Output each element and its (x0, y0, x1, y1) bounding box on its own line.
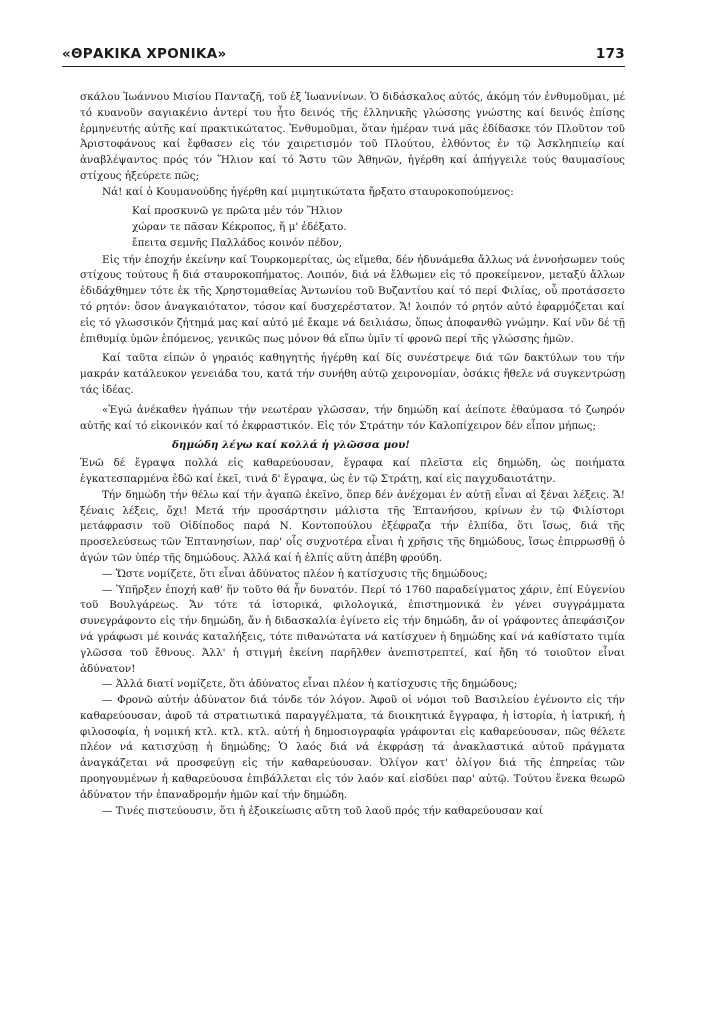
journal-title: «ΘΡΑΚΙΚΑ ΧΡΟΝΙΚΑ» (62, 46, 227, 62)
paragraph: Εἰς τήν ἐποχήν ἐκείνην καί Τουρκομερίτας, ὡς εἴμεθα, δέν ἠδυνάμεθα ἄλλως νά ἐννοήσωμεν τούς στίχους τούτους ἤ διά σταυροκοπήματος. Λοιπόν, διά νά ἔλθωμεν εἰς τό προκείμενον, μεταξύ ἄλλων ἐδιδάχθημεν τότε ἐκ τῆς Χρηστομαθείας Ἀντωνίου τοῦ Βυζαντίου καί τό περί Φιλίας, οὗ προτάσσετο τό ρητόν: ὅσον ἀναγκαιότατον, τόσον καί δυσχερέστατον. Ἄ! λοιπόν τό ρητόν αὐτό ἐφαρμόζεται καί εἰς τό γλωσσικόν ζήτημά μας καί αὐτό μέ ἔκαμε νά δειλιάσω, ὅπως ἀποφανθῶ γνώμην. Καί νῦν δέ τῇ ἐπιθυμίᾳ ὑμῶν ἑπόμενος, γενικῶς πως μόνον θά εἴπω ὑμῖν τί φρονῶ περί τῆς γλώσσης ἡμῶν. (80, 253, 625, 345)
verse-quote (132, 203, 625, 251)
dialogue-line: — Ὥστε νομίζετε, ὅτι εἶναι ἀδύνατος πλέον ἡ κατίσχυσις τῆς δημώδους; (102, 567, 488, 580)
paragraph: Νά! καί ὁ Κουμανούδης ἠγέρθη καί μιμητικώτατα ἤρξατο σταυροκοπούμενος: (102, 185, 514, 198)
paragraph: Ἐνῶ δέ ἔγραψα πολλά εἰς καθαρεύουσαν, ἔγραφα καί πλεῖστα εἰς δημώδη, ὡς ποιήματα ἐγκατεσπαρμένα ἐδῶ καί ἐκεῖ, τινά δ' ἔγραψα, ὡς ἐν τῷ Στράτῃ, καί εἰς παγχυδαιοτάτην. (80, 457, 625, 485)
dialogue-line: — Τινές πιστεύουσιν, ὅτι ἡ ἐξοικείωσις αὕτη τοῦ λαοῦ πρός τήν καθαρεύουσαν καί (102, 804, 543, 817)
verse-line: ἔπειτα σεμνῆς Παλλάδος κοινόν πέδον, (132, 236, 343, 249)
dialogue-line: — Ἀλλά διατί νομίζετε, ὅτι ἀδύνατος εἶναι πλέον ἡ κατίσχυσις τῆς δημώδους; (102, 678, 518, 691)
paragraph: «Ἐγώ ἀνέκαθεν ἠγάπων τήν νεωτέραν γλῶσσαν, τήν δημώδη καί ἀείποτε ἐθαύμασα τό ζωηρόν αὐτῆς καί τό εἰκονικόν καί τό ἐκφραστικόν. Εἰς τόν Στράτην τόν Καλοπίχειρον δέν εἶπον μήπως; (80, 403, 625, 432)
article-body (80, 90, 625, 819)
dialogue-line: — Ὑπῆρξεν ἐποχή καθ' ἥν τοῦτο θά ἦν δυνατόν. Περί τό 1760 παραδείγματος χάριν, ἐπί Εὐγενίου τοῦ Βουλγάρεως. Ἄν τότε τά ἱστορικά, φιλολογικά, ἐπιστημονικά ἐν γένει συγγράμματα συνεγράφοντο εἰς τήν δημώδη, ἄν ἡ διδασκαλία ἐγίνετο εἰς τήν δημώδη, ἄν οἱ γράφοντες ἀπεφάσιζον νά γράφωσι μέ κοινάς καταλήξεις, τότε πιθανώτατα νά κατίσχυεν ἡ δημώδης καί νά καθίστατο τιμία γλῶσσα τοῦ ἔθνους. Ἀλλ' ἡ στιγμή ἐκείνη παρῆλθεν ἀνεπιστρεπτεί, καί ἤδη τό τοιοῦτον εἶναι ἀδύνατον! (80, 583, 625, 675)
verse-line: χώραν τε πᾶσαν Κέκροπος, ἥ μ' ἐδέξατο. (132, 220, 347, 233)
paragraph: σκάλου Ἰωάννου Μισίου Πανταζῆ, τοῦ ἐξ Ἰωαννίνων. Ὁ διδάσκαλος αὐτός, ἀκόμη τόν ἐνθυμοῦμαι, μέ τό κυανοῦν σαγιακένιο ἀντερί του ἦτο δεινός τῆς ἑλληνικῆς γλώσσης γνώστης καί δεινός ἐπίσης ἑρμηνευτής αὐτῆς καί πρακτικώτατος. Ἐνθυμοῦμαι, ὅταν ἡμέραν τινά μᾶς ἐδίδασκε τόν Πλοῦτον τοῦ Ἀριστοφάνους καί ἔφθασεν εἰς τόν χαιρετισμόν τοῦ Πλούτου, ἐλθόντος ἐν τῷ Ἀσκληπιείῳ καί ἀναβλέψαντος πρός τόν Ἥλιον καί τό Ἄστυ τῶν Ἀθηνῶν, ἠγέρθη καί ἀπήγγειλε τούς θαυμασίους στίχους ἠξεύρετε πῶς; (80, 91, 625, 182)
quoted-line: δημώδη λέγω καί κολλά ἡ γλῶσσα μου! (172, 439, 410, 452)
running-header (62, 44, 625, 67)
paragraph: Τήν δημώδη τήν θέλω καί τήν ἀγαπῶ ἐκεῖνο, ὅπερ δέν ἀνέχομαι ἐν αὐτῇ εἶναι αἱ ξέναι λέξεις. Ἄ! ξέναις λέξεις, ὄχι! Μετά τήν προσάρτησιν μάλιστα τῆς Ἑπτανήσου, κρίνων ἐν τῷ Φιλίστορι μετάφρασιν τοῦ Οἰδίποδος παρά Ν. Κοντοπούλου ἐξέφραζα τήν ἐλπίδα, ὅτι ἴσως, διά τῆς προσελεύσεως τῶν Ἑπτανησίων, παρ' οἷς συχνοτέρα εἶναι ἡ χρῆσις τῆς δημώδους, ἴσως ἐπιρρωσθῇ ὁ ἀγών τῶν ὑπέρ τῆς δημώδους. Ἀλλά καί ἡ ἐλπίς αὕτη ἀπέβη φρούδη. (80, 488, 625, 564)
dialogue-line: — Φρονῶ αὐτήν ἀδύνατον διά τόνδε τόν λόγον. Ἀφοῦ οἱ νόμοι τοῦ Βασιλείου ἐγένοντο εἰς τήν καθαρεύουσαν, ἀφοῦ τά στρατιωτικά παραγγέλματα, τά διοικητικά ἔγγραφα, ἡ ἱστορία, ἡ ἰατρική, ἡ φιλοσοφία, ἡ νομική κτλ. κτλ. κτλ. αὐτή ἡ δημοσιογραφία γράφονται εἰς καθαρεύουσαν, πῶς θέλετε πλέον νά κατισχύσῃ ἡ δημώδης; Ὁ λαός διά νά ἐκφράσῃ τά ἀνακλαστικά αὐτοῦ πράγματα ἀναγκάζεται νά προσφεύγῃ εἰς τήν καθαρεύουσαν. Ὀλίγον κατ' ὀλίγον διά τῆς ἐπηρείας τῶν προηγουμένων ἡ καθαρεύουσα ἐπιβάλλεται εἰς τόν λαόν καί εἰσδύει παρ' αὐτῷ. Τούτου ἕνεκα θεωρῶ ἀδύνατον τήν ἐπαναδρομήν ἡμῶν καί τήν δημώδη. (80, 694, 625, 801)
paragraph: Καί ταῦτα εἰπών ὁ γηραιός καθηγητής ἠγέρθη καί δίς συνέστρεψε διά τῶν δακτύλων του τήν μακράν κατάλευκον γενειάδα του, κατά τήν συνήθη αὐτῷ χειρονομίαν, ὁσάκις ἤθελε νά συγκεντρώσῃ τάς ἰδέας. (80, 352, 625, 396)
page-number: 173 (595, 46, 625, 62)
verse-line: Καί προσκυνῶ γε πρῶτα μέν τόν Ἥλιον (132, 204, 343, 217)
